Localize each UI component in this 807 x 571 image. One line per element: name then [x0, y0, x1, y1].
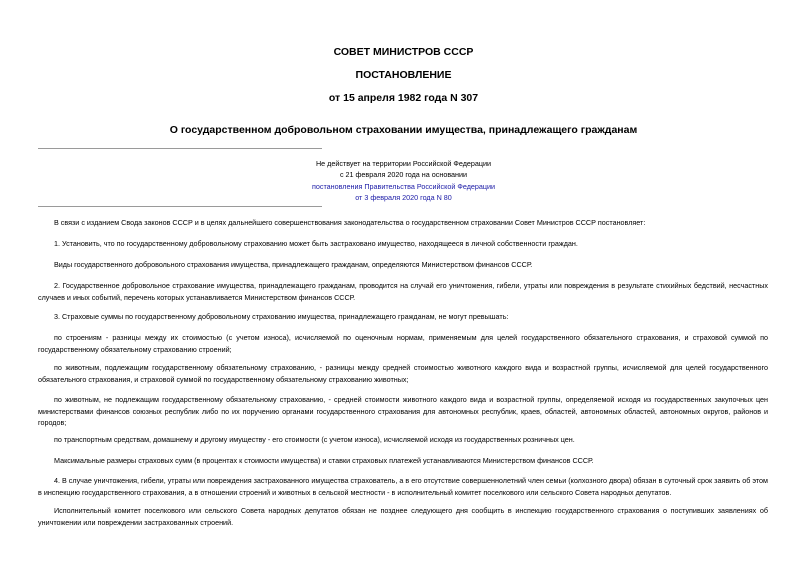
validity-notice	[0, 158, 807, 203]
paragraph-3-max-sums: Максимальные размеры страховых сумм (в процентах к стоимости имущества) и ставки страховых платежей устанавливаются Министерством финансов СССР.	[54, 456, 594, 465]
notice-line-1: Не действует на территории Российской Федерации	[315, 159, 492, 168]
paragraph-1: 1. Установить, что по государственному добровольному страхованию может быть застраховано имущество, находящееся в личной собственности граждан.	[54, 239, 578, 248]
notice-link-date[interactable]: от 3 февраля 2020 года N 80	[355, 192, 452, 202]
document-date-number: от 15 апреля 1982 года N 307	[328, 92, 479, 104]
divider-top	[38, 148, 322, 149]
paragraph-2: 2. Государственное добровольное страхование имущества, принадлежащего гражданам, проводится на случай его уничтожения, гибели, утраты или повреждения в результате стихийных бедствий, несчастных случаев и иных событий, перечень которых устанавливается Министерством финансов СССР.	[38, 281, 768, 302]
paragraph-preamble: В связи с изданием Свода законов СССР и в целях дальнейшего совершенствования законодательства о государственном страховании Совет Министров СССР постановляет:	[54, 218, 646, 227]
notice-link-resolution[interactable]: постановления Правительства Российской Федерации	[311, 181, 496, 191]
paragraph-3-vehicles: по транспортным средствам, домашнему и другому имуществу - его стоимости (с учетом износа), исчисляемой исходя из государственных розничных цен.	[54, 435, 575, 444]
paragraph-1-types: Виды государственного добровольного страхования имущества, принадлежащего гражданам, определяются Министерством финансов СССР.	[54, 260, 533, 269]
document-type: ПОСТАНОВЛЕНИЕ	[355, 69, 452, 81]
paragraph-3: 3. Страховые суммы по государственному добровольному страхованию имущества, принадлежащего гражданам, не могут превышать:	[54, 312, 509, 321]
divider-bottom	[38, 206, 322, 207]
paragraph-3-animals-mandatory: по животным, подлежащим государственному обязательному страхованию, - разницы между средней стоимостью животного каждого вида и возрастной группы, исчисляемой для целей государственного обязательного страхования, и страховой суммой по государственному обязательному страхованию животных;	[38, 363, 768, 384]
document-title: О государственном добровольном страховании имущества, принадлежащего гражданам	[169, 124, 638, 136]
issuing-authority: СОВЕТ МИНИСТРОВ СССР	[333, 46, 474, 58]
paragraph-3-animals-voluntary: по животным, не подлежащим государственному обязательному страхованию, - средней стоимости животного каждого вида и возрастной группы, определяемой исходя из государственных закупочных цен министерствами финансов союзных республик либо по их поручению органами государственного страхования для автономных республик, краев, областей, автономных областей, автономных округов, районов и городов;	[38, 395, 768, 428]
paragraph-4: 4. В случае уничтожения, гибели, утраты или повреждения застрахованного имущества страхователь, а в его отсутствие совершеннолетний член семьи (колхозного двора) обязан в суточный срок заявить об этом в инспекцию государственного страхования, а в отношении строений и животных в сельской местности - в исполнительный комитет поселкового или сельского Совета народных депутатов.	[38, 476, 768, 497]
notice-line-2: с 21 февраля 2020 года на основании	[339, 170, 468, 180]
paragraph-3-buildings: по строениям - разницы между их стоимостью (с учетом износа), исчисляемой по оценочным нормам, применяемым для целей государственного обязательного страхования, и страховой суммой по государственному обязательному страхованию строений;	[38, 333, 768, 354]
paragraph-4-executive-committee: Исполнительный комитет поселкового или сельского Совета народных депутатов обязан не позднее следующего дня сообщить в инспекцию государственного страхования о поступивших заявлениях об уничтожении или повреждении застрахованных строений.	[38, 506, 768, 527]
